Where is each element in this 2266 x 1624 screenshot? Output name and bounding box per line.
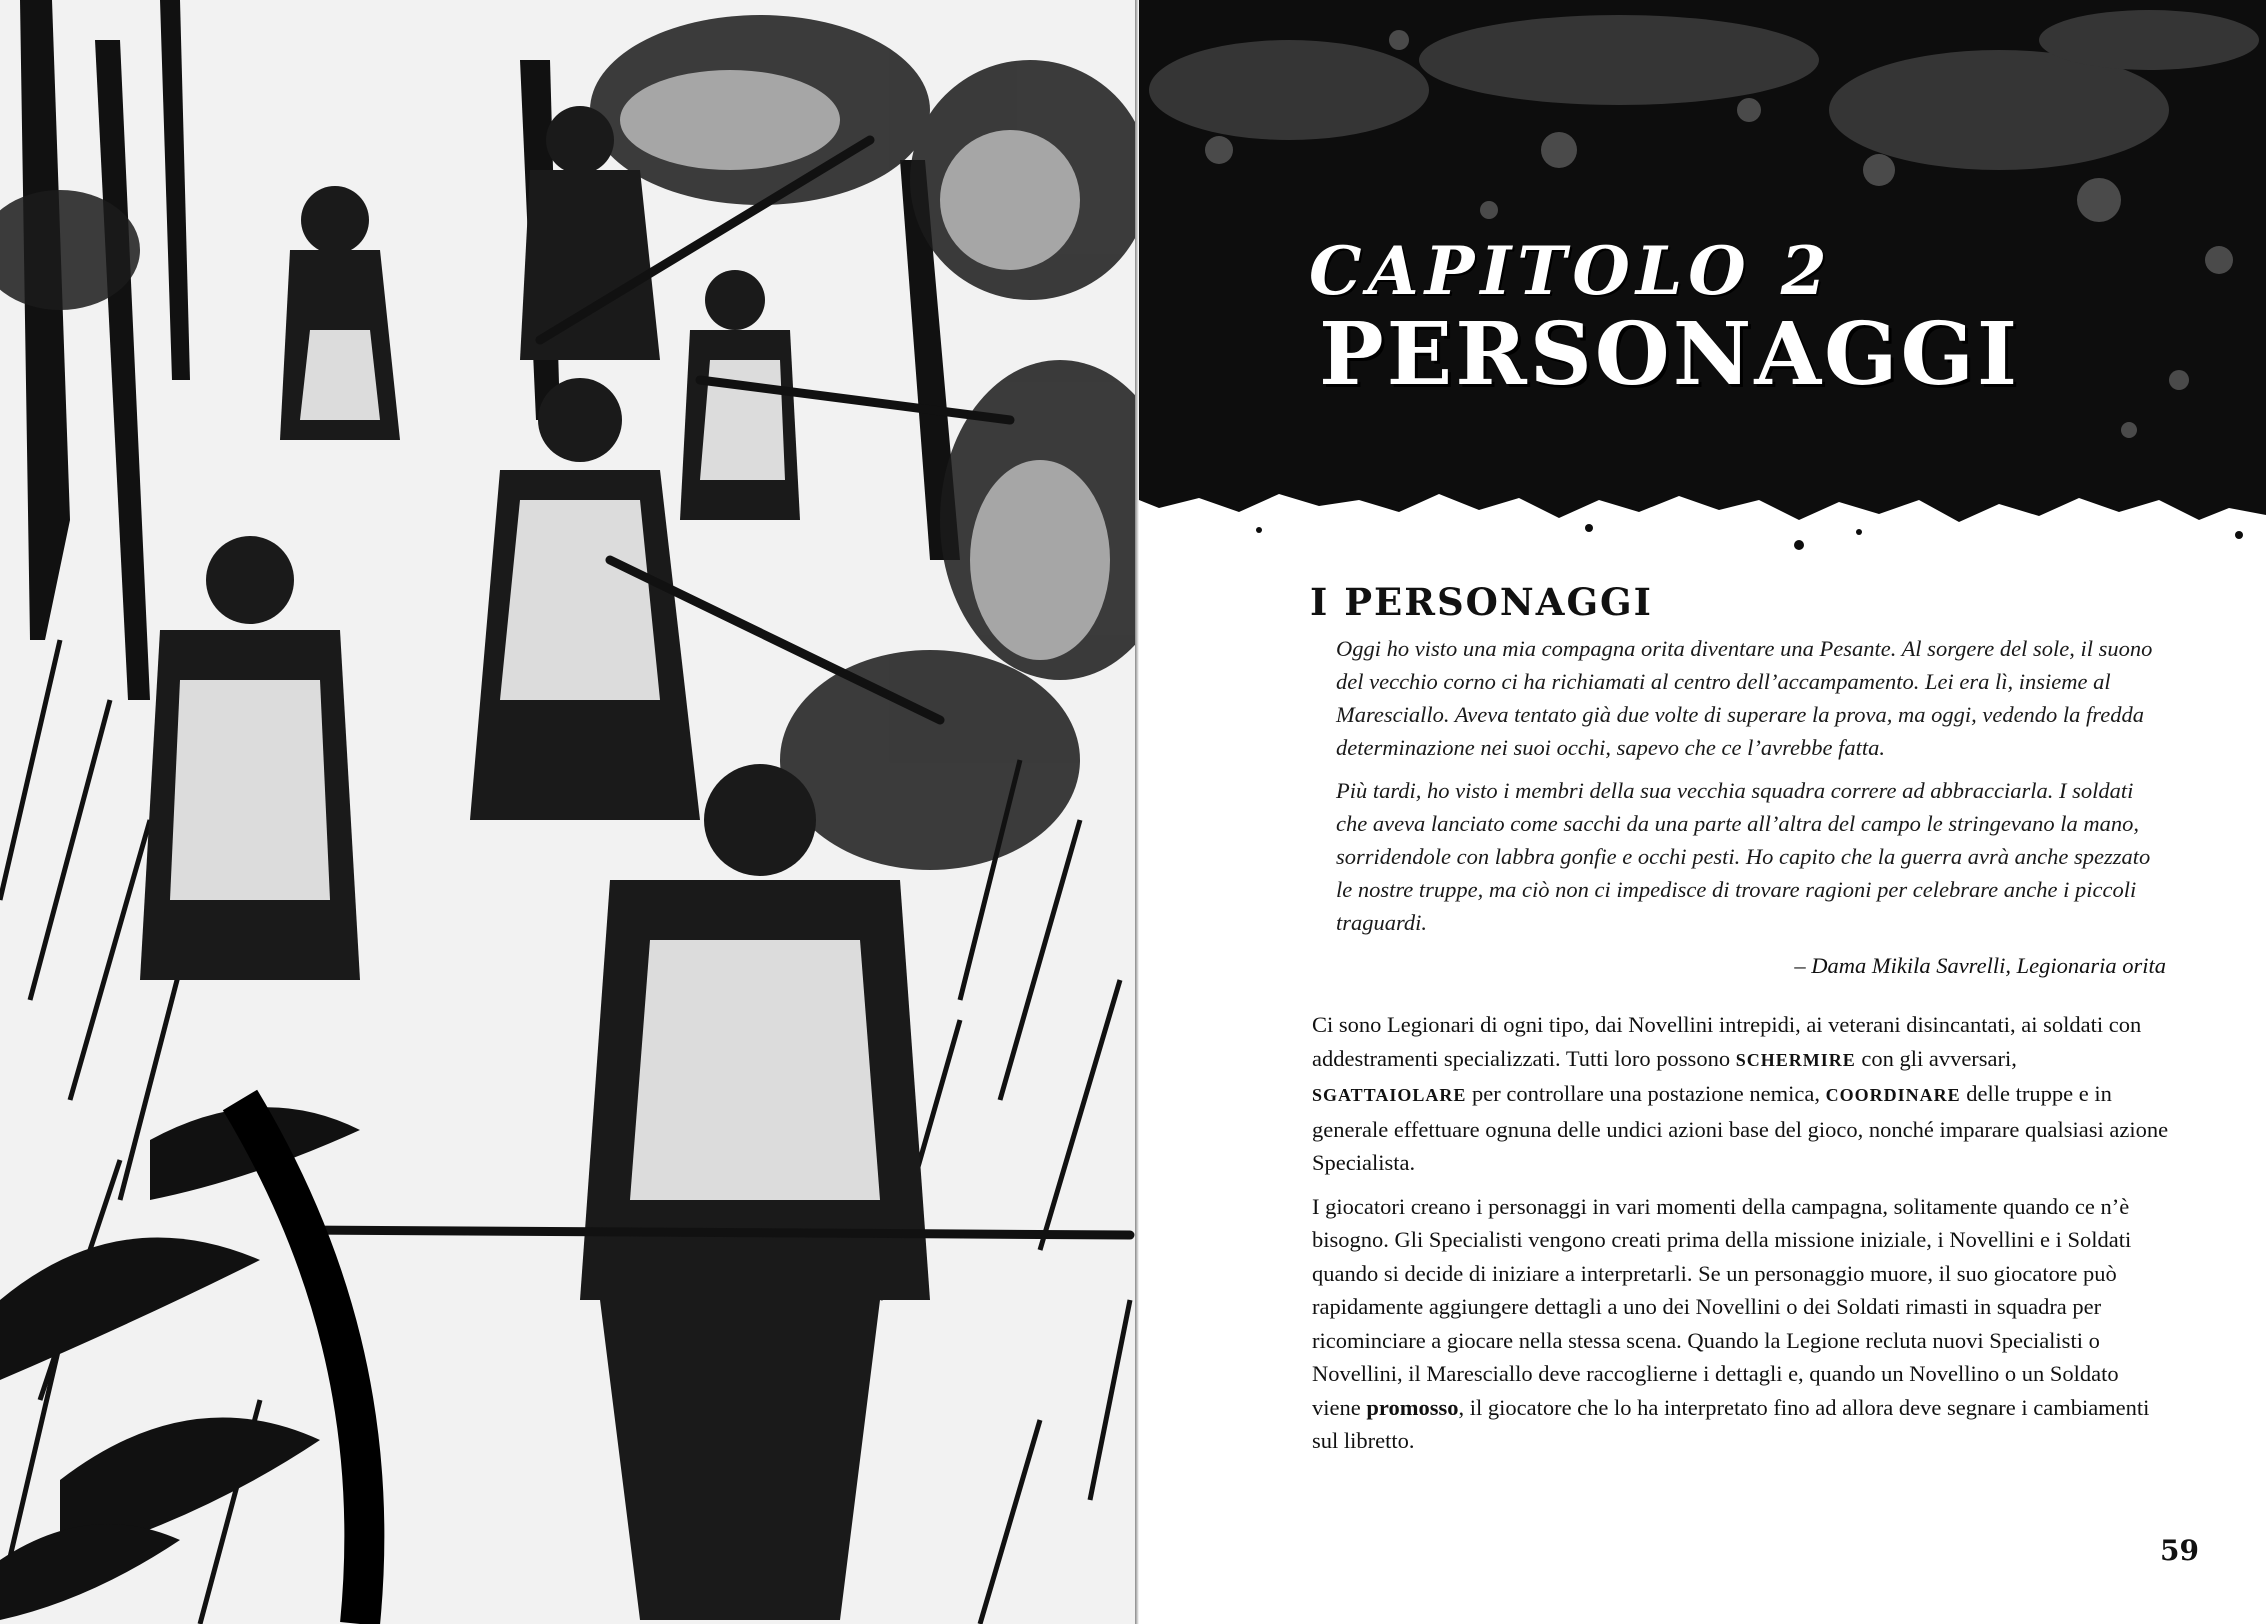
quote-paragraph: Più tardi, ho visto i membri della sua vecchia squadra correre ad abbracciarla. I soldati che aveva lanciato come sacchi da una parte all’altra del campo le stringevano la mano, sorridendole con labbra gonfie e occhi pesti. Ho capito che la guerra avrà anche spezzato le nostre truppe, ma ciò non ci impedisce di trovare ragioni per celebrare anche i piccoli traguardi. xyxy=(1336,778,2151,935)
body-text: per controllare una postazione nemica, xyxy=(1466,1081,1826,1106)
quote-attribution: – Dama Mikila Savrelli, Legionaria orita xyxy=(1794,953,2166,978)
chapter-number: CAPITOLO 2 xyxy=(1309,232,1833,310)
page-content xyxy=(1312,570,2170,1458)
body-text: con gli avversari, xyxy=(1855,1045,2017,1071)
bold-keyword: promosso xyxy=(1366,1394,1459,1420)
body-paragraph xyxy=(1312,1190,2170,1458)
body-text: I giocatori creano i personaggi in vari momenti della campagna, solitamente quando ce n’è bisogno. Gli Specialisti vengono creati prima della missione iniziale, i Novellini e i Soldati quando si decide di iniziare a interpretarli. Se un personaggio muore, il suo giocatore può rapidamente aggiungere dettagli a uno dei Novellini o dei Soldati rimasti in squadra per ricominciare a giocare nella stessa scena. Quando la Legione recluta nuovi Specialisti o Novellini, il Maresciallo deve raccoglierne i dettagli e, quando un Novellino o un Soldato viene xyxy=(1312,1193,2132,1420)
body-text: , il giocatore che lo ha interpretato fino ad allora deve segnare i cambiamenti sul libretto. xyxy=(1312,1394,2150,1453)
body-text: delle truppe e in generale effettuare ognuna delle undici azioni base del gioco, nonché imparare qualsiasi azione Specialista. xyxy=(1312,1081,2169,1175)
action-keyword: SGATTAIOLARE xyxy=(1312,1085,1467,1105)
body-text: Ci sono Legionari di ogni tipo, dai Novellini intrepidi, ai veterani disincantati, ai soldati con addestramenti specializzati. Tutti loro possono xyxy=(1312,1012,2142,1071)
epigraph-quote xyxy=(1312,632,2170,982)
section-title: I PERSONAGGI xyxy=(1310,580,1653,624)
action-keyword: COORDINARE xyxy=(1825,1085,1961,1105)
chapter-title: PERSONAGGI xyxy=(1319,304,2021,405)
chapter-header xyxy=(1139,0,2266,560)
body-paragraph xyxy=(1312,1008,2170,1180)
action-keyword: SCHERMIRE xyxy=(1735,1049,1856,1070)
quote-paragraph: Oggi ho visto una mia compagna orita diventare una Pesante. Al sorgere del sole, il suono del vecchio corno ci ha richiamati al centro dell’accampamento. Lei era lì, insieme al Maresciallo. Aveva tentato già due volte di superare la prova, ma oggi, vedendo la fredda determinazione nei suoi occhi, sapevo che ce l’avrebbe fatta. xyxy=(1336,636,2153,760)
page-number: 59 xyxy=(2160,1534,2199,1567)
